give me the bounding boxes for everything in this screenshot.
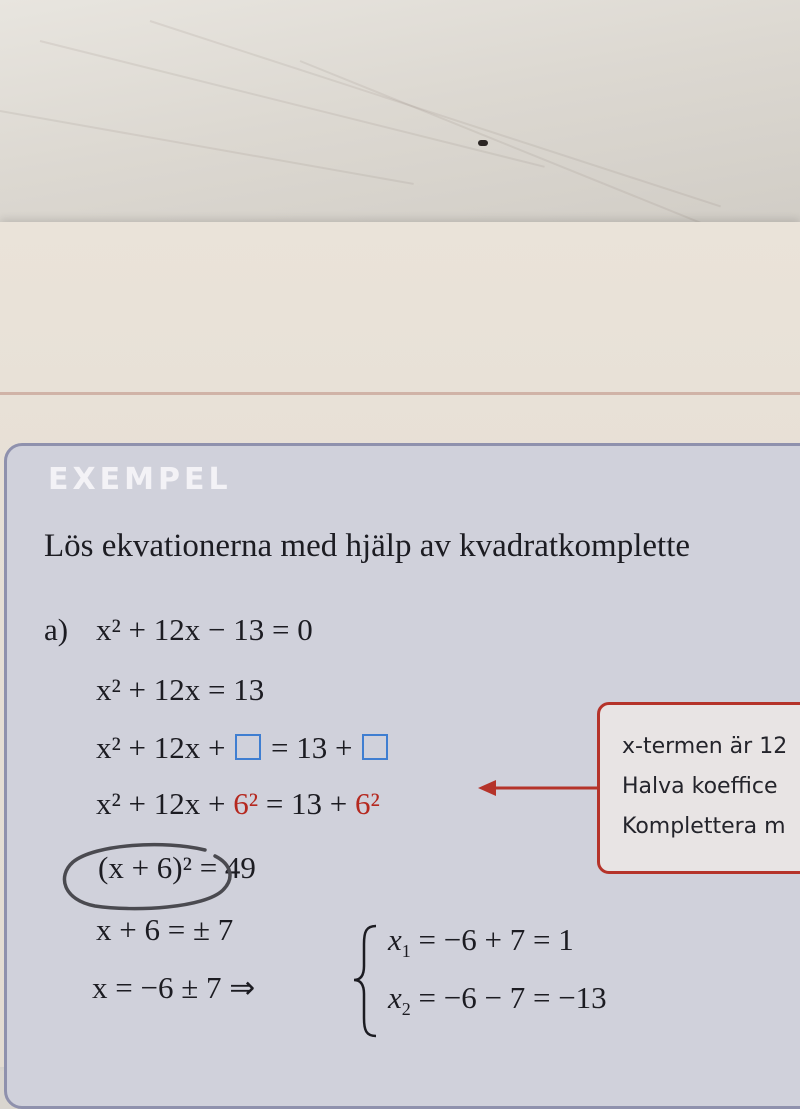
step-1-equation [96,612,313,648]
step-7-equation [92,970,255,1006]
step-3-equation [96,730,390,766]
step-6-text: x + 6 = ± 7 [96,912,234,947]
callout-line-1: x-termen är 12 [622,734,788,759]
step-4-equation [96,786,380,822]
callout-line-2: Halva koeffice [622,774,778,799]
example-instruction: Lös ekvationerna med hjälp av kvadratkomplette [44,528,691,564]
step-4-mid: = 13 + [265,786,348,821]
step-3-lhs: x² + 12x + [96,730,226,765]
solution-x2 [388,980,607,1020]
step-1-text: x² + 12x − 13 = 0 [96,612,313,647]
step-4-lhs: x² + 12x + [96,786,226,821]
x1-text: = −6 + 7 = 1 [418,922,574,957]
step-2-text: x² + 12x = 13 [96,672,265,707]
wood-grain [0,110,414,185]
step-4-completion-term-2: 6² [355,786,380,821]
arrow-left-icon [470,776,600,800]
x1-variable: x [388,922,402,957]
step-4-completion-term: 6² [233,786,259,821]
callout-line-3: Komplettera m [622,814,786,839]
dark-speck [478,140,488,146]
x2-subscript: 2 [401,999,411,1020]
blank-box-icon [235,734,261,760]
step-6-equation [96,912,233,948]
page-header-rule [0,392,800,395]
solution-x1 [388,922,574,962]
part-a-label: a) [44,612,69,647]
step-5-circled-term: (x + 6)² [98,850,192,885]
x1-subscript: 1 [401,941,411,962]
example-label: EXEMPEL [48,462,232,497]
step-2-equation [96,672,264,708]
x2-variable: x [388,980,402,1015]
wood-grain [40,40,545,168]
step-3-mid: = 13 + [271,730,353,765]
brace-icon [352,920,382,1040]
step-5-rest: = 49 [199,850,256,885]
step-7-text: x = −6 ± 7 ⇒ [92,970,256,1005]
x2-text: = −6 − 7 = −13 [418,980,607,1015]
blank-box-icon [362,734,388,760]
pencil-circle-icon [55,838,245,914]
table-surface [0,0,800,260]
wood-grain [300,60,764,249]
